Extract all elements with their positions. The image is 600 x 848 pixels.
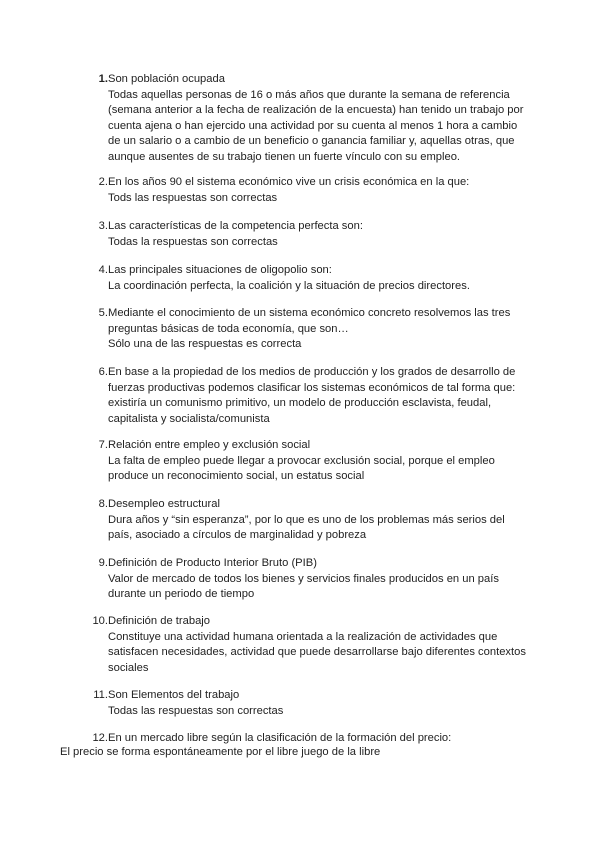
item-answer: Tods las respuestas son correctas bbox=[108, 191, 278, 204]
item-number: 12. bbox=[92, 732, 108, 744]
item-question: Mediante el conocimiento de un sistema económico concreto resolvemos las tres preguntas básicas de toda economía, que son… bbox=[108, 307, 511, 335]
item-answer-continuation: El precio se forma espontáneamente por el libre juego de la libre bbox=[60, 746, 381, 758]
item-question: En los años 90 el sistema económico vive un crisis económica en la que: bbox=[108, 176, 470, 188]
item-answer: Sólo una de las respuestas es correcta bbox=[108, 338, 302, 351]
item-number: 2. bbox=[98, 176, 108, 188]
item-answer: La falta de empleo puede llegar a provocar exclusión social, porque el empleo produce un reconocimiento social, un estatus social bbox=[108, 454, 495, 483]
item-question: En un mercado libre según la clasificación de la formación del precio: bbox=[108, 732, 452, 744]
list-item bbox=[86, 219, 526, 250]
item-number: 8. bbox=[98, 498, 108, 510]
item-question: Relación entre empleo y exclusión social bbox=[108, 439, 311, 451]
item-answer: Todas la respuestas son correctas bbox=[108, 235, 278, 248]
list-item bbox=[86, 263, 526, 294]
item-answer: Valor de mercado de todos los bienes y servicios finales producidos en un país durante un periodo de tiempo bbox=[108, 572, 499, 601]
list-item bbox=[86, 72, 526, 166]
item-number: 3. bbox=[98, 220, 108, 232]
item-number: 9. bbox=[98, 557, 108, 569]
list-item bbox=[86, 556, 526, 603]
list-item bbox=[86, 497, 526, 544]
item-answer: Todas las respuestas son correctas bbox=[108, 704, 284, 717]
item-number: 1. bbox=[98, 73, 108, 85]
item-question: Desempleo estructural bbox=[108, 498, 220, 510]
item-answer: La coordinación perfecta, la coalición y la situación de precios directores. bbox=[108, 279, 470, 292]
list-item bbox=[86, 614, 526, 676]
item-number: 7. bbox=[98, 439, 108, 451]
item-question: En base a la propiedad de los medios de producción y los grados de desarrollo de fuerzas productivas podemos clasificar los sistemas económicos de tal forma que: existiría un comunismo primitivo, un modelo de producción esclavista, feudal, capitalista y socialista/comunista bbox=[108, 366, 516, 425]
item-answer: Todas aquellas personas de 16 o más años que durante la semana de referencia (semana anterior a la fecha de realización de la encuesta) han tenido un trabajo por cuenta ajena o han ejercido una actividad por su cuenta al menos 1 hora a cambio de un salario o a cambio de un beneficio o ganancia familiar y, aquellas otras, que aunque ausentes de su trabajo tienen un fuerte vínculo con su empleo. bbox=[108, 88, 524, 163]
item-answer: Constituye una actividad humana orientada a la realización de actividades que satisfacen necesidades, actividad que puede desarrollarse bajo diferentes contextos sociales bbox=[108, 630, 526, 674]
item-question: Definición de trabajo bbox=[108, 615, 210, 627]
list-item bbox=[86, 688, 526, 719]
item-number: 5. bbox=[98, 307, 108, 319]
item-number: 11. bbox=[93, 689, 108, 701]
item-number: 10. bbox=[92, 615, 108, 627]
item-question: Son Elementos del trabajo bbox=[108, 689, 240, 701]
item-question: Las principales situaciones de oligopolio son: bbox=[108, 264, 332, 276]
item-question: Las características de la competencia perfecta son: bbox=[108, 220, 363, 232]
item-number: 4. bbox=[98, 264, 108, 276]
list-item bbox=[86, 306, 526, 353]
item-question: Son población ocupada bbox=[108, 73, 225, 85]
list-item bbox=[86, 438, 526, 485]
item-number: 6. bbox=[98, 366, 108, 378]
list-item bbox=[86, 175, 526, 206]
item-answer: Dura años y “sin esperanza”, por lo que es uno de los problemas más serios del país, asociado a círculos de marginalidad y pobreza bbox=[108, 513, 505, 542]
list-item bbox=[86, 365, 526, 427]
item-question: Definición de Producto Interior Bruto (PIB) bbox=[108, 557, 317, 569]
